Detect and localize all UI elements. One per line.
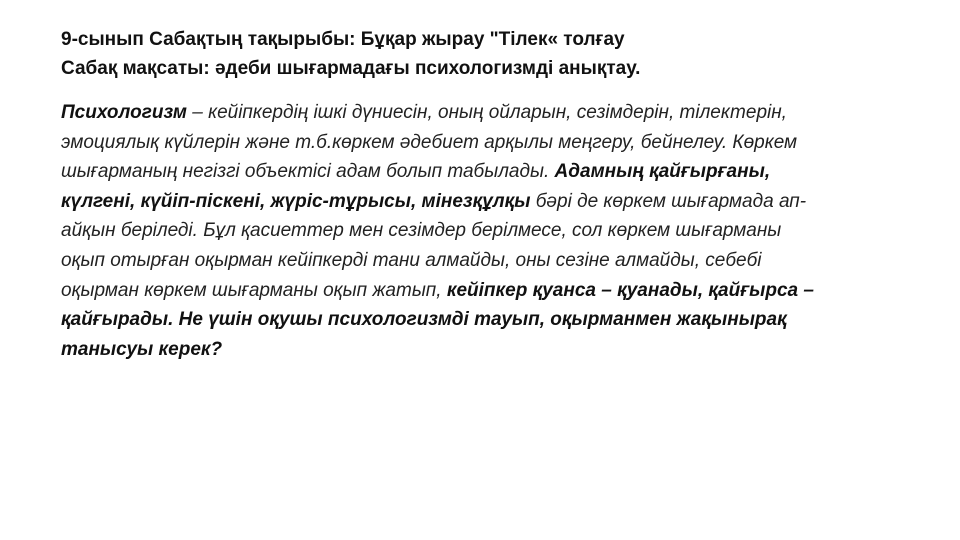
emphasis-run: кейіпкер қуанса – қуанады, қайғырса – bbox=[446, 279, 814, 301]
text-line: айқын беріледі. Бұл қасиеттер мен сезімдер берілмесе, сол көркем шығарманы bbox=[61, 220, 782, 242]
lesson-topic: 9-сынып Сабақтың тақырыбы: Бұқар жырау "Тілек« толғау bbox=[61, 29, 625, 50]
question-run: танысуы керек? bbox=[61, 338, 223, 360]
text-run: оқырман көркем шығарманы оқып жатып, bbox=[61, 279, 447, 301]
text-line bbox=[61, 98, 927, 128]
text-line bbox=[61, 305, 927, 335]
text-run: бәрі де көркем шығармада ап- bbox=[530, 190, 807, 212]
body-paragraph bbox=[61, 98, 927, 364]
text-line bbox=[61, 187, 927, 217]
text-line: оқып отырған оқырман кейіпкерді тани алмайды, оны сезіне алмайды, себебі bbox=[61, 249, 762, 271]
text-line bbox=[61, 157, 927, 187]
lesson-goal: Сабақ мақсаты: әдеби шығармадағы психологизмді анықтау. bbox=[61, 58, 641, 79]
text-line bbox=[61, 276, 927, 306]
text-line: эмоциялық күйлерін және т.б.көркем әдебиет арқылы меңгеру, бейнелеу. Көркем bbox=[61, 131, 798, 153]
text-line bbox=[61, 335, 927, 365]
term-psychologism: Психологизм bbox=[61, 102, 187, 123]
emphasis-run: Адамның қайғырғаны, bbox=[554, 161, 771, 183]
text-run: шығарманың негізгі объектісі адам болып табылады. bbox=[61, 161, 555, 183]
slide-header bbox=[61, 25, 921, 83]
emphasis-run: қайғырады. Не үшін оқушы психологизмді тауып, оқырманмен жақынырақ bbox=[61, 309, 787, 331]
emphasis-run: күлгені, күйіп-піскені, жүріс-тұрысы, мінезқұлқы bbox=[61, 190, 531, 212]
text-run: – кейіпкердің ішкі дүниесін, оның ойларын, сезімдерін, тілектерін, bbox=[186, 102, 787, 123]
